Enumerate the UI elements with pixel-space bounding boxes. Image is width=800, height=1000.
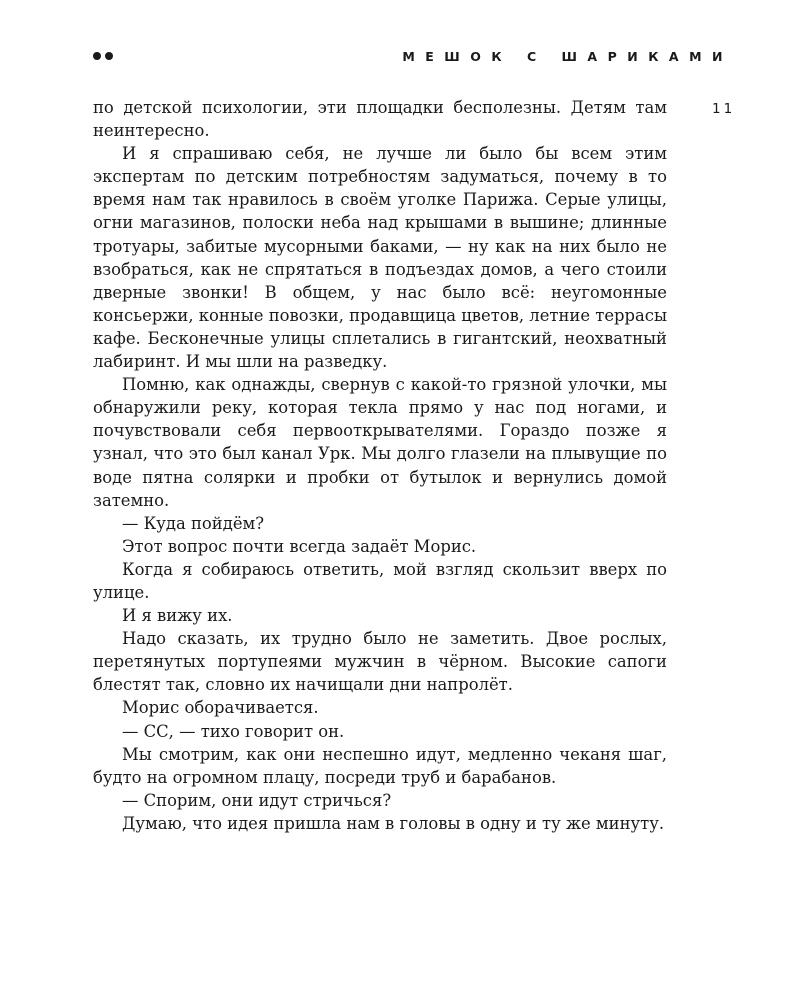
- paragraph: Помню, как однажды, свернув с какой-то грязной улочки, мы обнаружили реку, которая текла прямо у нас под ногами, и почувствовали себя первооткрывателями. Гораздо позже я узнал, что это был канал Урк. Мы долго глазели на плывущие по воде пятна солярки и пробки от бутылок и вернулись домой затемно.: [93, 375, 667, 510]
- paragraph: Морис оборачивается.: [122, 698, 319, 718]
- dialogue-line: — Куда пойдём?: [122, 513, 265, 533]
- paragraph: по детской психологии, эти площадки бесполезны. Детям там неинтересно.: [93, 98, 667, 141]
- paragraph: Когда я собираюсь ответить, мой взгляд скользит вверх по улице.: [93, 559, 667, 602]
- ornament-dot: [105, 52, 113, 60]
- page-header: [93, 48, 733, 68]
- dialogue-line: — СС, — тихо говорит он.: [122, 721, 345, 741]
- body-text: [93, 96, 667, 835]
- paragraph: И я вижу их.: [122, 606, 233, 626]
- paragraph: И я спрашиваю себя, не лучше ли было бы всем этим экспертам по детским потребностям задуматься, почему в то время нам так нравилось в своём уголке Парижа. Серые улицы, огни магазинов, полоски неба над крышами в вышине; длинные тротуары, забитые мусорными баками, — ну как на них было не взобраться, как не спрятаться в подъездах домов, а чего стоили дверные звонки! В общем, у нас было всё: неугомонные консьержи, конные повозки, продавщица цветов, летние террасы кафе. Бесконечные улицы сплетались в гигантский, неохватный лабиринт. И мы шли на разведку.: [93, 144, 667, 372]
- paragraph: Мы смотрим, как они неспешно идут, медленно чеканя шаг, будто на огромном плацу, посреди труб и барабанов.: [93, 744, 667, 787]
- ornament-dot: [93, 52, 101, 60]
- paragraph: Надо сказать, их трудно было не заметить. Двое рослых, перетянутых портупеями мужчин в чёрном. Высокие сапоги блестят так, словно их начищали дни напролёт.: [93, 629, 667, 695]
- paragraph: Думаю, что идея пришла нам в головы в одну и ту же минуту.: [122, 813, 665, 833]
- page-number: 11: [712, 101, 736, 117]
- running-title: МЕШОК С ШАРИКАМИ: [402, 49, 733, 64]
- header-dots-ornament: [93, 52, 113, 60]
- paragraph: Этот вопрос почти всегда задаёт Морис.: [122, 536, 477, 556]
- dialogue-line: — Спорим, они идут стричься?: [122, 790, 392, 810]
